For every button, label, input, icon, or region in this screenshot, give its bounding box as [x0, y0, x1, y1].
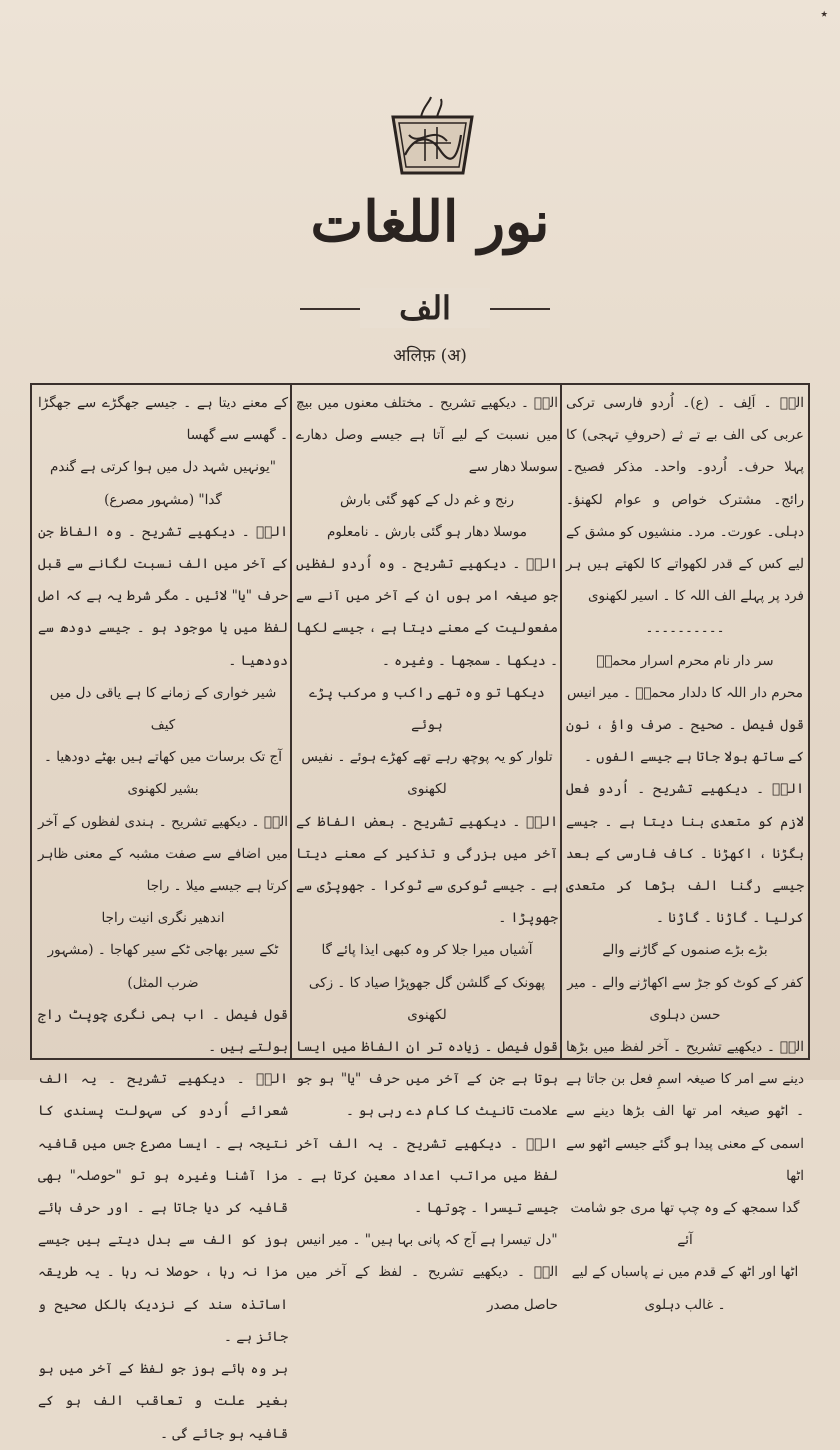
- separator: ۔۔۔۔۔۔۔۔۔۔: [645, 620, 725, 637]
- verse-line: آشیاں میرا جلا کر وہ کبھی ایذا پائے گا: [321, 942, 533, 959]
- entry-paragraph: الفؔ ۔ دیکھیے تشریح ۔ بعض الفاظ کے آخر میں بزرگی و تذکیر کے معنے دیتا ہے ۔ جیسے ٹوکری سے ٹوکرا ۔ جھوپڑی سے جھوپڑا ۔: [296, 813, 558, 927]
- column-divider-right: [560, 385, 562, 1058]
- verse-line: کفر کے کوٹ کو جڑ سے اکھاڑنے والے ۔ میر حسن دہلوی: [567, 974, 803, 1023]
- verse-line: سر دار نام محرم اسرار محمدؐ: [596, 652, 774, 669]
- verse-line: گدا سمجھ کے وہ چپ تھا مری جو شامت آئے: [570, 1200, 800, 1249]
- verse-line: دیکھا تو وہ تھے راکب و مرکب پڑے ہوئے: [309, 684, 545, 734]
- crest-emblem-icon: [385, 95, 480, 180]
- entry-paragraph: الفؔ ۔ دیکھیے تشریح ۔ وہ اُردو لفظیں جو صیغہ امر ہوں ان کے آخر میں آنے سے مفعولیت کے معنے دیتا ہے ، جیسے لکھا ۔ دیکھا ۔ سمجھا ۔ وغیرہ ۔: [296, 556, 558, 669]
- verse-line: اندھیر نگری انیت راجا: [101, 910, 225, 927]
- column-right: [566, 387, 804, 1313]
- verse-line: اٹھا اور اٹھ کے قدم میں نے پاسباں کے لیے ۔ غالب دہلوی: [571, 1264, 799, 1313]
- verse-line: محرم دار اللہ کا دلدار محمدؐ ۔ میر انیس: [566, 684, 804, 701]
- section-subheading: अलिफ़ (अ): [393, 346, 467, 366]
- entry-paragraph: ہر وہ ہائے ہوز جو لفظ کے آخر میں ہو بغیر علت و تعاقب الف ہو کے قافیہ ہو جائے گی ۔: [38, 1361, 288, 1442]
- entry-paragraph: قول فیصل ۔ صحیح ۔ صرف واؤ ، نون کے ساتھ بولا جاتا ہے جیسے الفوں ۔: [566, 717, 804, 766]
- entry-paragraph: الفؔ ۔ دیکھیے تشریح ۔ یہ الف شعرائے اُردو کی سہولت پسندی کا نتیجہ ہے ۔ ایسا مصرع جس میں قافیہ مزا آشنا وغیرہ ہو تو "حوصلہ" بھی قافیہ کر دیا جاتا ہے ۔ اور حرف ہائے ہوز کو الف سے بدل دیتے ہیں جیسے مزا نہ رہا ، حوصلا نہ رہا ۔ یہ طریقہ اساتذہ سند کے نزدیک بالکل صحیح و جائز ہے ۔: [38, 1071, 288, 1345]
- verse-line: "یونہیں شہد دل میں ہوا کرتی ہے گندم گدا" (مشہور مصرع): [50, 459, 276, 508]
- column-left: [38, 387, 288, 1442]
- verse-line: موسلا دھار ہو گئی بارش ۔ نامعلوم: [327, 523, 527, 540]
- dictionary-title: نور اللغات: [310, 189, 550, 255]
- column-middle: [296, 387, 558, 1313]
- verse-line: رنج و غم دل کے کھو گئی بارش: [340, 491, 514, 508]
- verse-line: تلوار کو یہ پوچھ رہے تھے کھڑے ہوئے ۔ نفیس لکھنوی: [301, 749, 553, 798]
- page-corner-mark: ٭: [820, 6, 828, 22]
- entry-paragraph: الفؔ ۔ دیکھیے تشریح ۔ وہ الفاظ جن کے آخر میں الف نسبت لگانے سے قبل حرف "یا" لائیں ۔ مگر شرط یہ ہے کہ اصل لفظ میں یا موجود ہو ۔ جیسے دودھ سے دودھیا ۔: [38, 523, 288, 669]
- entry-paragraph: کے معنے دیتا ہے ۔ جیسے جھگڑے سے جھگڑا ۔ گھسے سے گھسا: [38, 395, 288, 444]
- verse-line: "دل تیسرا ہے آج کہ پانی بہا ہیں" ۔ میر انیس: [296, 1232, 558, 1249]
- entry-paragraph: الفؔ ۔ دیکھیے تشریح ۔ آخر لفظ میں بڑھا دینے سے امر کا صیغہ اسمِ فعل بن جاتا ہے ۔ اٹھو صیغہ امر تھا الف بڑھا دینے سے اسمی کے معنی پیدا ہو گئے جیسے اٹھو سے اٹھا: [566, 1039, 804, 1184]
- entry-paragraph: قول فیصل ۔ زیادہ تر ان الفاظ میں ایسا ہوتا ہے جن کے آخر میں حرف "یا" ہو جو علامت تانیث کا کام دے رہی ہو ۔: [296, 1039, 558, 1120]
- entry-paragraph: الفؔ ۔ اَلِف ۔ (ع)۔ اُردو فارسی ترکی عربی کی الف بے تے ثے (حروفِ تہجی) کا پہلا حرف۔ اُردو۔ واحد۔ مذکر فصیح۔ رائج۔ مشترک خواص و عوام لکھنؤ۔ دہلی۔ عورت۔ مرد۔ منشیوں کو مشق کے لیے کس کے قدر لکھواتے کا لکھتے ہیں ہر فرد پر پہلے الف اللہ کا ۔ اسیر لکھنوی: [566, 395, 804, 605]
- entry-paragraph: الفؔ ۔ دیکھیے تشریح ۔ لفظ کے آخر میں حاصل مصدر: [296, 1264, 558, 1313]
- verse-line: پھونک کے گلشن گل جھوپڑا صیاد کا ۔ زکی لکھنوی: [308, 974, 546, 1023]
- entry-paragraph: الفؔ ۔ دیکھیے تشریح ۔ اُردو فعل لازم کو متعدی بنا دیتا ہے ۔ جیسے بگڑنا ، اکھڑنا ۔ کاف فارسی کے بعد جیسے رگنا الف بڑھا کر متعدی کرلیا ۔ گاڑنا ۔ گاڑنا ۔: [566, 781, 804, 927]
- entry-paragraph: الفؔ ۔ دیکھیے تشریح ۔ ہندی لفظوں کے آخر میں اضافے سے صفت مشبہ کے معنی ظاہر کرتا ہے جیسے میلا ۔ راجا: [38, 813, 288, 895]
- section-heading: الف: [360, 288, 490, 328]
- verse-line: ٹکے سیر بھاجی ٹکے سیر کھاجا ۔ (مشہور ضرب المثل): [47, 942, 279, 991]
- entry-paragraph: الفؔ ۔ دیکھیے تشریح ۔ مختلف معنوں میں بیچ میں نسبت کے لیے آتا ہے جیسے وصل دھارے سوسلا دھار سے: [296, 395, 558, 476]
- verse-line: بڑے بڑے صنموں کے گاڑنے والے: [602, 942, 768, 959]
- entry-paragraph: الفؔ ۔ دیکھیے تشریح ۔ یہ الف آخر لفظ میں مراتب اعداد معین کرتا ہے ۔ جیسے تیسرا ۔ چوتھا ۔: [296, 1135, 558, 1217]
- verse-line: آج تک برسات میں کھاتے ہیں بھٹے دودھیا ۔ بشیر لکھنوی: [44, 749, 282, 798]
- verse-line: شیر خواری کے زمانے کا ہے یاقی دل میں کیف: [49, 684, 277, 734]
- column-divider-left: [290, 385, 292, 1058]
- entry-paragraph: قول فیصل ۔ اب ہمی نگری چوپٹ راج بولتے ہیں ۔: [38, 1006, 288, 1056]
